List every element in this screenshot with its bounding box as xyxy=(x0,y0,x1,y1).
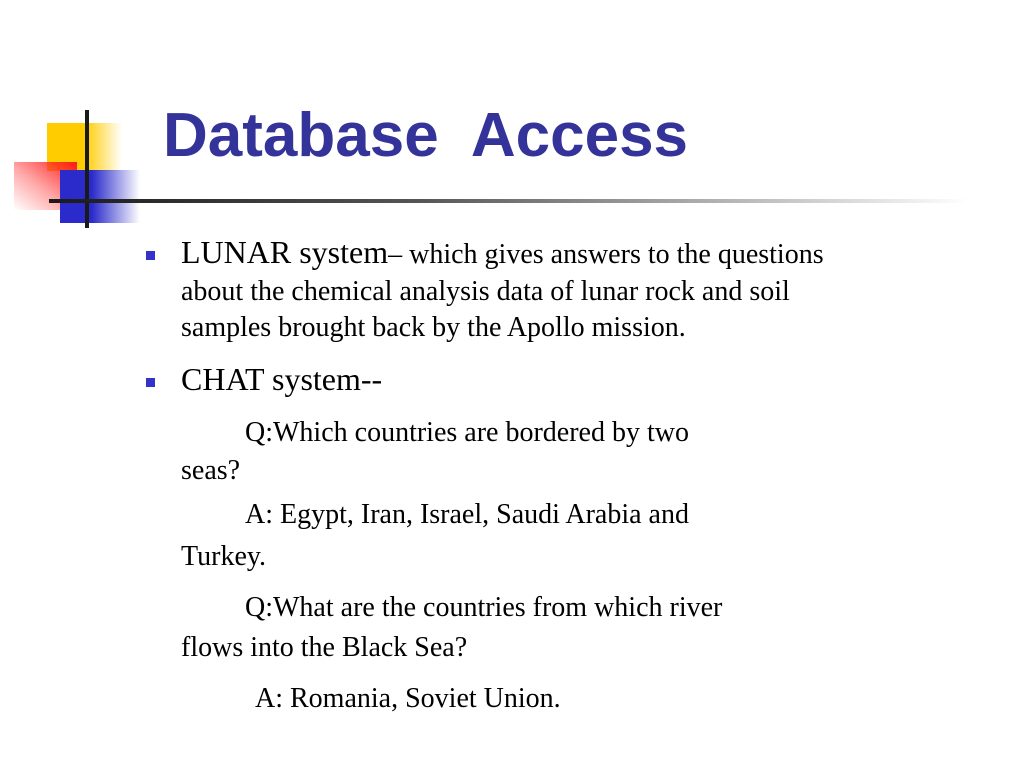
bullet-text-line: about the chemical analysis data of lunar rock and soil xyxy=(181,276,790,307)
bullet-text: – which gives answers to the questions xyxy=(388,239,824,270)
qa-line: flows into the Black Sea? xyxy=(181,632,468,663)
qa-line: A: Egypt, Iran, Israel, Saudi Arabia and xyxy=(245,499,689,530)
qa-line: Q:What are the countries from which river xyxy=(245,592,723,623)
bullet-text-line: samples brought back by the Apollo mission. xyxy=(181,312,686,343)
qa-line: A: Romania, Soviet Union. xyxy=(255,683,561,714)
bullet-icon xyxy=(146,378,155,387)
bullet-icon xyxy=(146,251,155,260)
qa-line: seas? xyxy=(181,455,241,486)
logo-blue-square xyxy=(60,170,140,223)
qa-line: Q:Which countries are bordered by two xyxy=(245,417,689,448)
slide-title: Database Access xyxy=(163,101,689,170)
bullet-chat: CHAT system-- xyxy=(181,361,383,397)
bullet-lunar xyxy=(181,234,824,271)
bullet-head: LUNAR system xyxy=(181,234,389,270)
qa-line: Turkey. xyxy=(181,541,267,572)
logo-vertical-line xyxy=(85,110,89,228)
title-divider xyxy=(49,199,969,203)
